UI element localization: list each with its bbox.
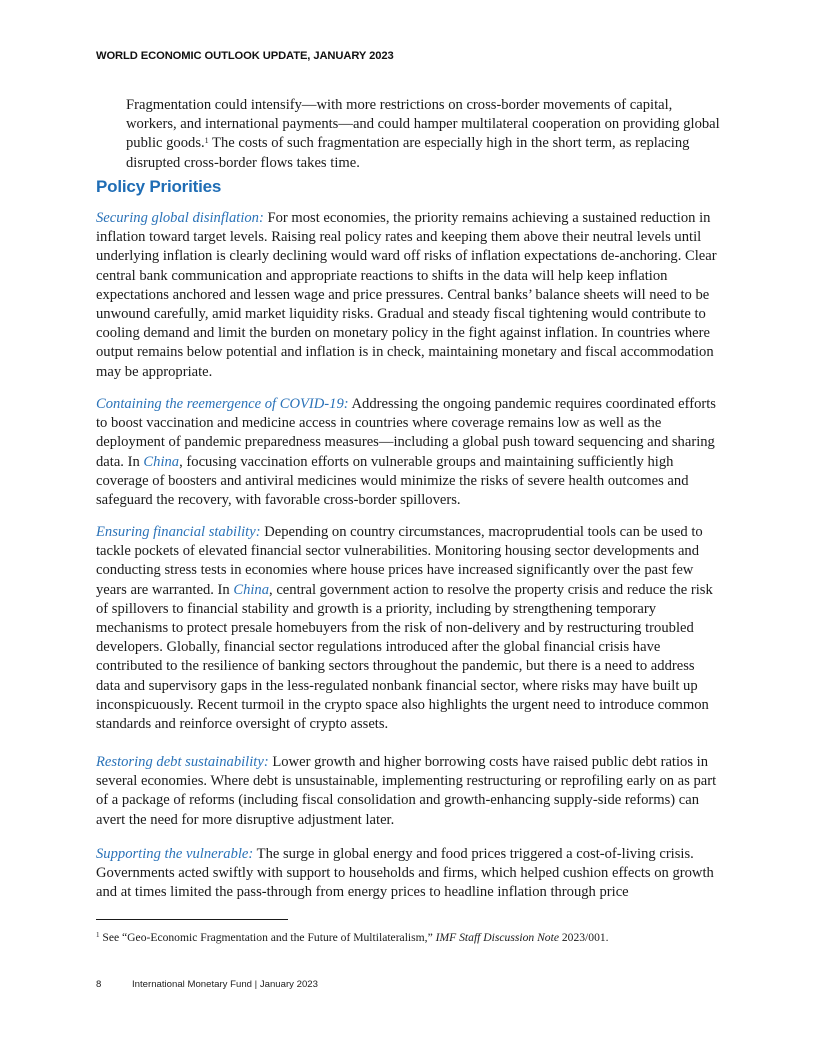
country-name-china: China	[233, 581, 270, 598]
paragraph-covid	[96, 395, 722, 510]
intro-text: Fragmentation could intensify—with more restrictions on cross-border movements of capital, workers, and international payments—and could hamper multilateral cooperation on providing global public goods.	[126, 97, 720, 152]
paragraph-financial	[96, 523, 722, 734]
paragraph-text: Addressing the ongoing pandemic requires coordinated efforts to boost vaccination and medicine access in countries where coverage remains low as well as the deployment of pandemic preparedness measures—including a global push toward sequencing and sharing data. In	[96, 396, 716, 470]
footnote-text: See “Geo-Economic Fragmentation and the Future of Multilateralism,”	[99, 931, 436, 944]
country-name-china: China	[143, 453, 180, 470]
footnote-publication: IMF Staff Discussion Note	[435, 931, 559, 944]
paragraph-lead: Containing the reemergence of COVID-19:	[96, 396, 349, 412]
paragraph-text-continued: , focusing vaccination efforts on vulnerable groups and maintaining sufficiently high coverage of boosters and antiviral medicines would minimize the risks of severe health outcomes and safeguard the recovery, with favorable cross-border spillovers.	[96, 453, 689, 509]
paragraph-lead: Supporting the vulnerable:	[96, 846, 254, 862]
footnote-text-end: 2023/001.	[558, 931, 609, 944]
footer-text: International Monetary Fund | January 2023	[132, 979, 318, 990]
paragraph-lead: Restoring debt sustainability:	[96, 754, 269, 770]
paragraph-vulnerable	[96, 845, 722, 903]
intro-paragraph	[126, 96, 726, 173]
footnote	[96, 930, 722, 945]
paragraph-disinflation	[96, 209, 722, 382]
paragraph-text: The surge in global energy and food prices triggered a cost-of-living crisis. Governments acted swiftly with support to households and firms, which helped cushion effects on growth and at times limited the pass-through from energy prices to headline inflation through price	[96, 846, 714, 901]
paragraph-text: For most economies, the priority remains achieving a sustained reduction in inflation toward target levels. Raising real policy rates and keeping them above their neutral levels until underlying inflation is clearly declining would ward off risks of inflation expectations de-anchoring. Clear central bank communication and appropriate reactions to shifts in the data will help keep inflation expectations anchored and lessen wage and price pressures. Central banks’ balance sheets will need to be unwound carefully, amid market liquidity risks. Gradual and steady fiscal tightening would contribute to cooling demand and limit the burden on monetary policy in the fight against inflation. In countries where output remains below potential and inflation is in check, maintaining monetary and fiscal accommodation may be appropriate.	[96, 210, 717, 380]
paragraph-lead: Securing global disinflation:	[96, 210, 264, 226]
section-title: Policy Priorities	[96, 177, 222, 196]
paragraph-lead: Ensuring financial stability:	[96, 524, 261, 540]
paragraph-text: Depending on country circumstances, macroprudential tools can be used to tackle pockets of elevated financial sector vulnerabilities. Monitoring housing sector developments and conducting stress tests in economies where house prices have increased significantly over the past few years are warranted. In	[96, 524, 703, 598]
paragraph-debt	[96, 753, 722, 830]
page-number: 8	[96, 979, 102, 990]
footnote-divider	[96, 919, 288, 920]
page-footer	[96, 979, 318, 990]
intro-text-continued: The costs of such fragmentation are especially high in the short term, as replacing disrupted cross-border flows takes time.	[126, 135, 690, 171]
paragraph-text: Lower growth and higher borrowing costs have raised public debt ratios in several economies. Where debt is unsustainable, implementing restructuring or reprofiling early on as part of a package of reforms (including fiscal consolidation and growth-enhancing supply-side reforms) can avert the need for more disruptive adjustment later.	[96, 754, 717, 828]
footnote-number: 1	[96, 931, 100, 939]
footnote-reference[interactable]: 1	[204, 136, 209, 146]
paragraph-text-continued: , central government action to resolve the property crisis and reduce the risk of spillovers to financial stability and growth is a priority, including by strengthening temporary mechanisms to protect presale homebuyers from the risk of non-delivery and by restructuring troubled developers. Globally, financial sector regulations introduced after the global financial crisis have contributed to the resilience of banking sectors throughout the pandemic, but there is a need to address data and supervisory gaps in the less-regulated nonbank financial sector, where risks may have built up inconspicuously. Recent turmoil in the crypto space also highlights the urgent need to introduce common standards and reinforce oversight of crypto assets.	[96, 581, 713, 733]
running-header: WORLD ECONOMIC OUTLOOK UPDATE, JANUARY 2023	[96, 50, 394, 62]
